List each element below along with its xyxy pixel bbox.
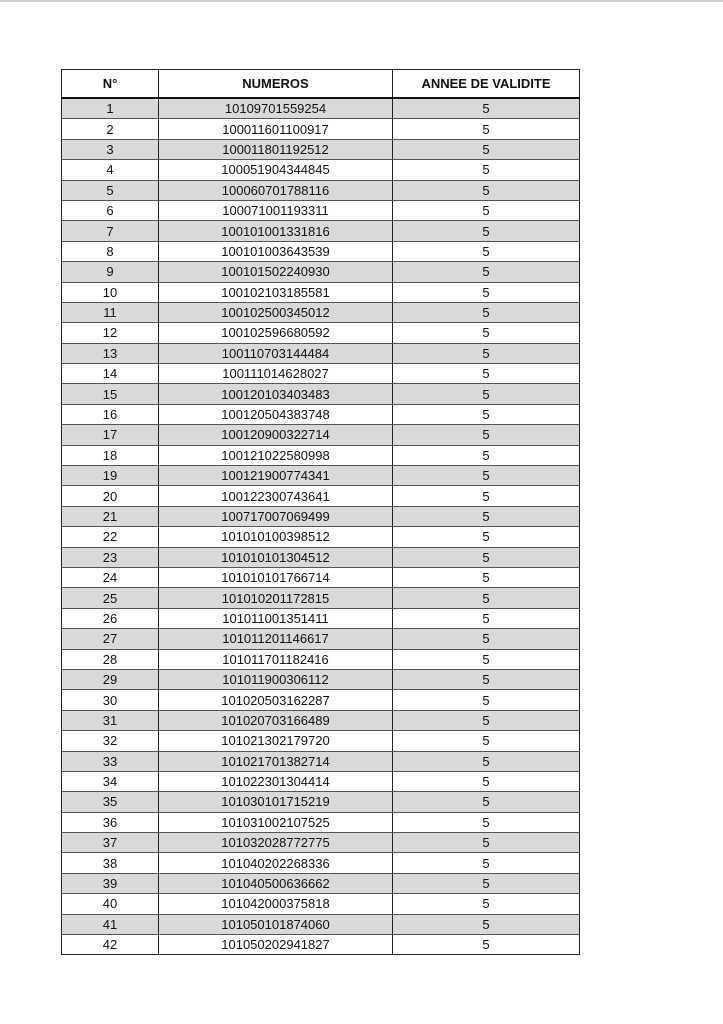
numero-cell: 100102500345012 bbox=[159, 302, 393, 322]
row-number-cell: 41 bbox=[62, 914, 159, 934]
row-number-cell: 28 bbox=[62, 649, 159, 669]
table-row bbox=[62, 282, 580, 302]
table-row bbox=[62, 853, 580, 873]
annee-de-validite-cell: 5 bbox=[393, 98, 580, 119]
numero-cell: 100122300743641 bbox=[159, 486, 393, 506]
row-number-cell: 33 bbox=[62, 751, 159, 771]
row-number-cell: 11 bbox=[62, 302, 159, 322]
annee-de-validite-cell: 5 bbox=[393, 445, 580, 465]
row-number-cell: 3 bbox=[62, 139, 159, 159]
numero-cell: 101010101766714 bbox=[159, 567, 393, 587]
row-number-cell: 34 bbox=[62, 771, 159, 791]
annee-de-validite-cell: 5 bbox=[393, 792, 580, 812]
annee-de-validite-cell: 5 bbox=[393, 547, 580, 567]
table-row bbox=[62, 445, 580, 465]
annee-de-validite-cell: 5 bbox=[393, 364, 580, 384]
annee-de-validite-cell: 5 bbox=[393, 649, 580, 669]
table-row bbox=[62, 812, 580, 832]
annee-de-validite-cell: 5 bbox=[393, 425, 580, 445]
table-row bbox=[62, 629, 580, 649]
row-number-cell: 8 bbox=[62, 241, 159, 261]
annee-de-validite-cell: 5 bbox=[393, 139, 580, 159]
header-numeros: NUMEROS bbox=[159, 70, 393, 99]
table-row bbox=[62, 506, 580, 526]
row-number-cell: 40 bbox=[62, 894, 159, 914]
numero-cell: 101010101304512 bbox=[159, 547, 393, 567]
row-number-cell: 42 bbox=[62, 935, 159, 955]
numero-cell: 100060701788116 bbox=[159, 180, 393, 200]
numero-cell: 101022301304414 bbox=[159, 771, 393, 791]
row-number-cell: 18 bbox=[62, 445, 159, 465]
table-row bbox=[62, 384, 580, 404]
annee-de-validite-cell: 5 bbox=[393, 588, 580, 608]
annee-de-validite-cell: 5 bbox=[393, 262, 580, 282]
row-number-cell: 20 bbox=[62, 486, 159, 506]
numero-cell: 101020703166489 bbox=[159, 710, 393, 730]
numero-cell: 101011001351411 bbox=[159, 608, 393, 628]
annee-de-validite-cell: 5 bbox=[393, 608, 580, 628]
annee-de-validite-cell: 5 bbox=[393, 731, 580, 751]
header-number: N° bbox=[62, 70, 159, 99]
annee-de-validite-cell: 5 bbox=[393, 506, 580, 526]
table-row bbox=[62, 302, 580, 322]
numero-cell: 100110703144484 bbox=[159, 343, 393, 363]
numero-cell: 101031002107525 bbox=[159, 812, 393, 832]
annee-de-validite-cell: 5 bbox=[393, 629, 580, 649]
row-number-cell: 12 bbox=[62, 323, 159, 343]
table-row bbox=[62, 241, 580, 261]
numero-cell: 101040202268336 bbox=[159, 853, 393, 873]
table-row bbox=[62, 119, 580, 139]
table-row bbox=[62, 466, 580, 486]
annee-de-validite-cell: 5 bbox=[393, 669, 580, 689]
header-annee-de-validite: ANNEE DE VALIDITE bbox=[393, 70, 580, 99]
numero-cell: 100120103403483 bbox=[159, 384, 393, 404]
table-row bbox=[62, 567, 580, 587]
numero-cell: 101020503162287 bbox=[159, 690, 393, 710]
annee-de-validite-cell: 5 bbox=[393, 833, 580, 853]
table-row bbox=[62, 649, 580, 669]
numero-cell: 100011801192512 bbox=[159, 139, 393, 159]
table-row bbox=[62, 404, 580, 424]
row-number-cell: 10 bbox=[62, 282, 159, 302]
numero-cell: 100102103185581 bbox=[159, 282, 393, 302]
table-row bbox=[62, 751, 580, 771]
table-row bbox=[62, 710, 580, 730]
numero-cell: 100120504383748 bbox=[159, 404, 393, 424]
annee-de-validite-cell: 5 bbox=[393, 384, 580, 404]
row-number-cell: 24 bbox=[62, 567, 159, 587]
row-number-cell: 25 bbox=[62, 588, 159, 608]
table-row bbox=[62, 935, 580, 955]
annee-de-validite-cell: 5 bbox=[393, 180, 580, 200]
annee-de-validite-cell: 5 bbox=[393, 241, 580, 261]
annee-de-validite-cell: 5 bbox=[393, 527, 580, 547]
row-number-cell: 4 bbox=[62, 160, 159, 180]
numero-cell: 100111014628027 bbox=[159, 364, 393, 384]
table-row bbox=[62, 731, 580, 751]
numero-cell: 100717007069499 bbox=[159, 506, 393, 526]
row-number-cell: 1 bbox=[62, 98, 159, 119]
numero-cell: 101021701382714 bbox=[159, 751, 393, 771]
table-row bbox=[62, 343, 580, 363]
annee-de-validite-cell: 5 bbox=[393, 894, 580, 914]
numero-cell: 100102596680592 bbox=[159, 323, 393, 343]
annee-de-validite-cell: 5 bbox=[393, 690, 580, 710]
numero-cell: 101032028772775 bbox=[159, 833, 393, 853]
numero-cell: 101050202941827 bbox=[159, 935, 393, 955]
table-row bbox=[62, 588, 580, 608]
annee-de-validite-cell: 5 bbox=[393, 771, 580, 791]
numero-cell: 101021302179720 bbox=[159, 731, 393, 751]
numero-cell: 100101003643539 bbox=[159, 241, 393, 261]
row-number-cell: 39 bbox=[62, 873, 159, 893]
numero-cell: 101011201146617 bbox=[159, 629, 393, 649]
table-row bbox=[62, 98, 580, 119]
numero-cell: 100120900322714 bbox=[159, 425, 393, 445]
table-row bbox=[62, 425, 580, 445]
annee-de-validite-cell: 5 bbox=[393, 466, 580, 486]
row-number-cell: 29 bbox=[62, 669, 159, 689]
row-number-cell: 37 bbox=[62, 833, 159, 853]
numero-cell: 101040500636662 bbox=[159, 873, 393, 893]
numero-cell: 101011900306112 bbox=[159, 669, 393, 689]
row-number-cell: 15 bbox=[62, 384, 159, 404]
numero-cell: 10109701559254 bbox=[159, 98, 393, 119]
numero-cell: 101050101874060 bbox=[159, 914, 393, 934]
table-row bbox=[62, 792, 580, 812]
annee-de-validite-cell: 5 bbox=[393, 812, 580, 832]
table-row bbox=[62, 669, 580, 689]
row-number-cell: 32 bbox=[62, 731, 159, 751]
numero-cell: 100101502240930 bbox=[159, 262, 393, 282]
row-number-cell: 36 bbox=[62, 812, 159, 832]
numero-cell: 101030101715219 bbox=[159, 792, 393, 812]
validity-table bbox=[61, 69, 580, 955]
table-row bbox=[62, 608, 580, 628]
row-number-cell: 27 bbox=[62, 629, 159, 649]
table-row bbox=[62, 139, 580, 159]
annee-de-validite-cell: 5 bbox=[393, 710, 580, 730]
annee-de-validite-cell: 5 bbox=[393, 567, 580, 587]
table-header-row bbox=[62, 70, 580, 99]
annee-de-validite-cell: 5 bbox=[393, 323, 580, 343]
row-number-cell: 21 bbox=[62, 506, 159, 526]
table-row bbox=[62, 262, 580, 282]
document-page bbox=[0, 2, 723, 1024]
numero-cell: 100121022580998 bbox=[159, 445, 393, 465]
annee-de-validite-cell: 5 bbox=[393, 343, 580, 363]
numero-cell: 101011701182416 bbox=[159, 649, 393, 669]
annee-de-validite-cell: 5 bbox=[393, 914, 580, 934]
row-number-cell: 2 bbox=[62, 119, 159, 139]
row-number-cell: 7 bbox=[62, 221, 159, 241]
row-number-cell: 26 bbox=[62, 608, 159, 628]
annee-de-validite-cell: 5 bbox=[393, 853, 580, 873]
numero-cell: 100011601100917 bbox=[159, 119, 393, 139]
table-row bbox=[62, 323, 580, 343]
numero-cell: 100101001331816 bbox=[159, 221, 393, 241]
table-row bbox=[62, 690, 580, 710]
row-number-cell: 5 bbox=[62, 180, 159, 200]
table-body bbox=[62, 98, 580, 955]
annee-de-validite-cell: 5 bbox=[393, 935, 580, 955]
table-row bbox=[62, 160, 580, 180]
annee-de-validite-cell: 5 bbox=[393, 282, 580, 302]
table-row bbox=[62, 833, 580, 853]
annee-de-validite-cell: 5 bbox=[393, 486, 580, 506]
numero-cell: 100071001193311 bbox=[159, 200, 393, 220]
table-row bbox=[62, 894, 580, 914]
annee-de-validite-cell: 5 bbox=[393, 302, 580, 322]
annee-de-validite-cell: 5 bbox=[393, 119, 580, 139]
row-number-cell: 6 bbox=[62, 200, 159, 220]
row-number-cell: 31 bbox=[62, 710, 159, 730]
table-row bbox=[62, 200, 580, 220]
table-row bbox=[62, 873, 580, 893]
annee-de-validite-cell: 5 bbox=[393, 160, 580, 180]
table-row bbox=[62, 486, 580, 506]
row-number-cell: 35 bbox=[62, 792, 159, 812]
row-number-cell: 16 bbox=[62, 404, 159, 424]
row-number-cell: 30 bbox=[62, 690, 159, 710]
numero-cell: 101042000375818 bbox=[159, 894, 393, 914]
table-row bbox=[62, 914, 580, 934]
table-row bbox=[62, 364, 580, 384]
row-number-cell: 17 bbox=[62, 425, 159, 445]
annee-de-validite-cell: 5 bbox=[393, 200, 580, 220]
table-row bbox=[62, 527, 580, 547]
row-number-cell: 23 bbox=[62, 547, 159, 567]
table-row bbox=[62, 180, 580, 200]
row-number-cell: 9 bbox=[62, 262, 159, 282]
annee-de-validite-cell: 5 bbox=[393, 873, 580, 893]
numero-cell: 100051904344845 bbox=[159, 160, 393, 180]
numero-cell: 101010100398512 bbox=[159, 527, 393, 547]
table-row bbox=[62, 771, 580, 791]
row-number-cell: 22 bbox=[62, 527, 159, 547]
annee-de-validite-cell: 5 bbox=[393, 404, 580, 424]
annee-de-validite-cell: 5 bbox=[393, 751, 580, 771]
row-number-cell: 14 bbox=[62, 364, 159, 384]
table-row bbox=[62, 547, 580, 567]
row-number-cell: 13 bbox=[62, 343, 159, 363]
table-row bbox=[62, 221, 580, 241]
numero-cell: 100121900774341 bbox=[159, 466, 393, 486]
row-number-cell: 19 bbox=[62, 466, 159, 486]
numero-cell: 101010201172815 bbox=[159, 588, 393, 608]
annee-de-validite-cell: 5 bbox=[393, 221, 580, 241]
row-number-cell: 38 bbox=[62, 853, 159, 873]
